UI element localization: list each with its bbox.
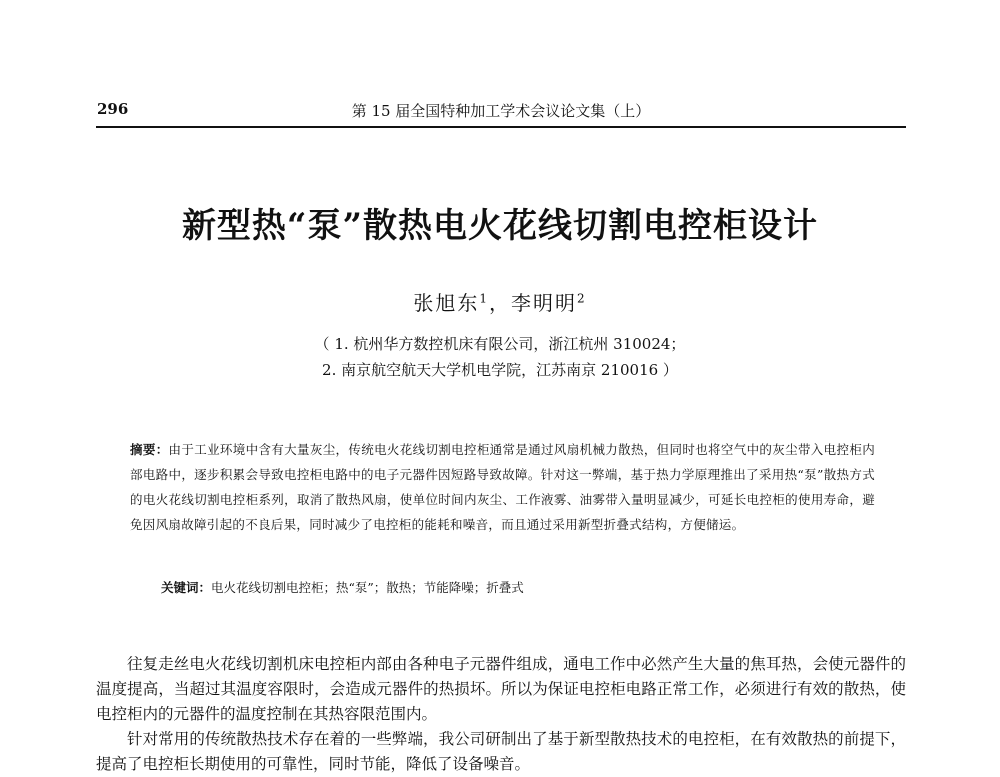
abstract-label: 摘要： [130, 442, 169, 457]
body-text [96, 652, 906, 777]
paper-title: 新型热“泵”散热电火花线切割电控柜设计 [181, 206, 819, 246]
page-number: 296 [97, 100, 129, 118]
author-1-affiliation-mark: 1 [479, 291, 489, 306]
body-paragraph-2: 针对常用的传统散热技术存在着的一些弊端，我公司研制出了基于新型散热技术的电控柜，在有效散热的前提下，提高了电控柜长期使用的可靠性，同时节能，降低了设备噪音。 [96, 730, 906, 773]
keywords-text: 电火花线切割电控柜；热“泵”；散热；节能降噪；折叠式 [211, 580, 524, 595]
journal-title: 第 15 届全国特种加工学术会议论文集（上） [351, 102, 651, 120]
keywords [161, 578, 875, 596]
authors [0, 287, 1000, 316]
keywords-label: 关键词： [161, 580, 212, 595]
header-rule [96, 126, 906, 128]
affiliation-1: （ 1. 杭州华方数控机床有限公司，浙江杭州 310024； [314, 335, 686, 353]
author-separator: ， [489, 291, 511, 315]
abstract [130, 437, 875, 537]
abstract-text: 由于工业环境中含有大量灰尘，传统电火花线切割电控柜通常是通过风扇机械力散热，但同时也将空气中的灰尘带入电控柜内部电路中，逐步积累会导致电控柜电路中的电子元器件因短路导致故障。针对这一弊端，基于热力学原理推出了采用热“泵”散热方式的电火花线切割电控柜系列，取消了散热风扇，使单位时间内灰尘、工作液雾、油雾带入量明显减少，可延长电控柜的使用寿命，避免因风扇故障引起的不良后果，同时减少了电控柜的能耗和噪音，而且通过采用新型折叠式结构，方便储运。 [130, 442, 875, 532]
author-2-affiliation-mark: 2 [577, 291, 587, 306]
running-header [97, 100, 905, 124]
body-paragraph-1: 往复走丝电火花线切割机床电控柜内部由各种电子元器件组成，通电工作中必然产生大量的焦耳热，会使元器件的温度提高，当超过其温度容限时，会造成元器件的热损坏。所以为保证电控柜电路正常工作，必须进行有效的散热，使电控柜内的元器件的温度控制在其热容限范围内。 [96, 655, 906, 723]
author-2: 李明明 [511, 291, 577, 315]
affiliation-2: 2. 南京航空航天大学机电学院，江苏南京 210016 ） [322, 361, 678, 379]
author-1: 张旭东 [413, 291, 480, 315]
